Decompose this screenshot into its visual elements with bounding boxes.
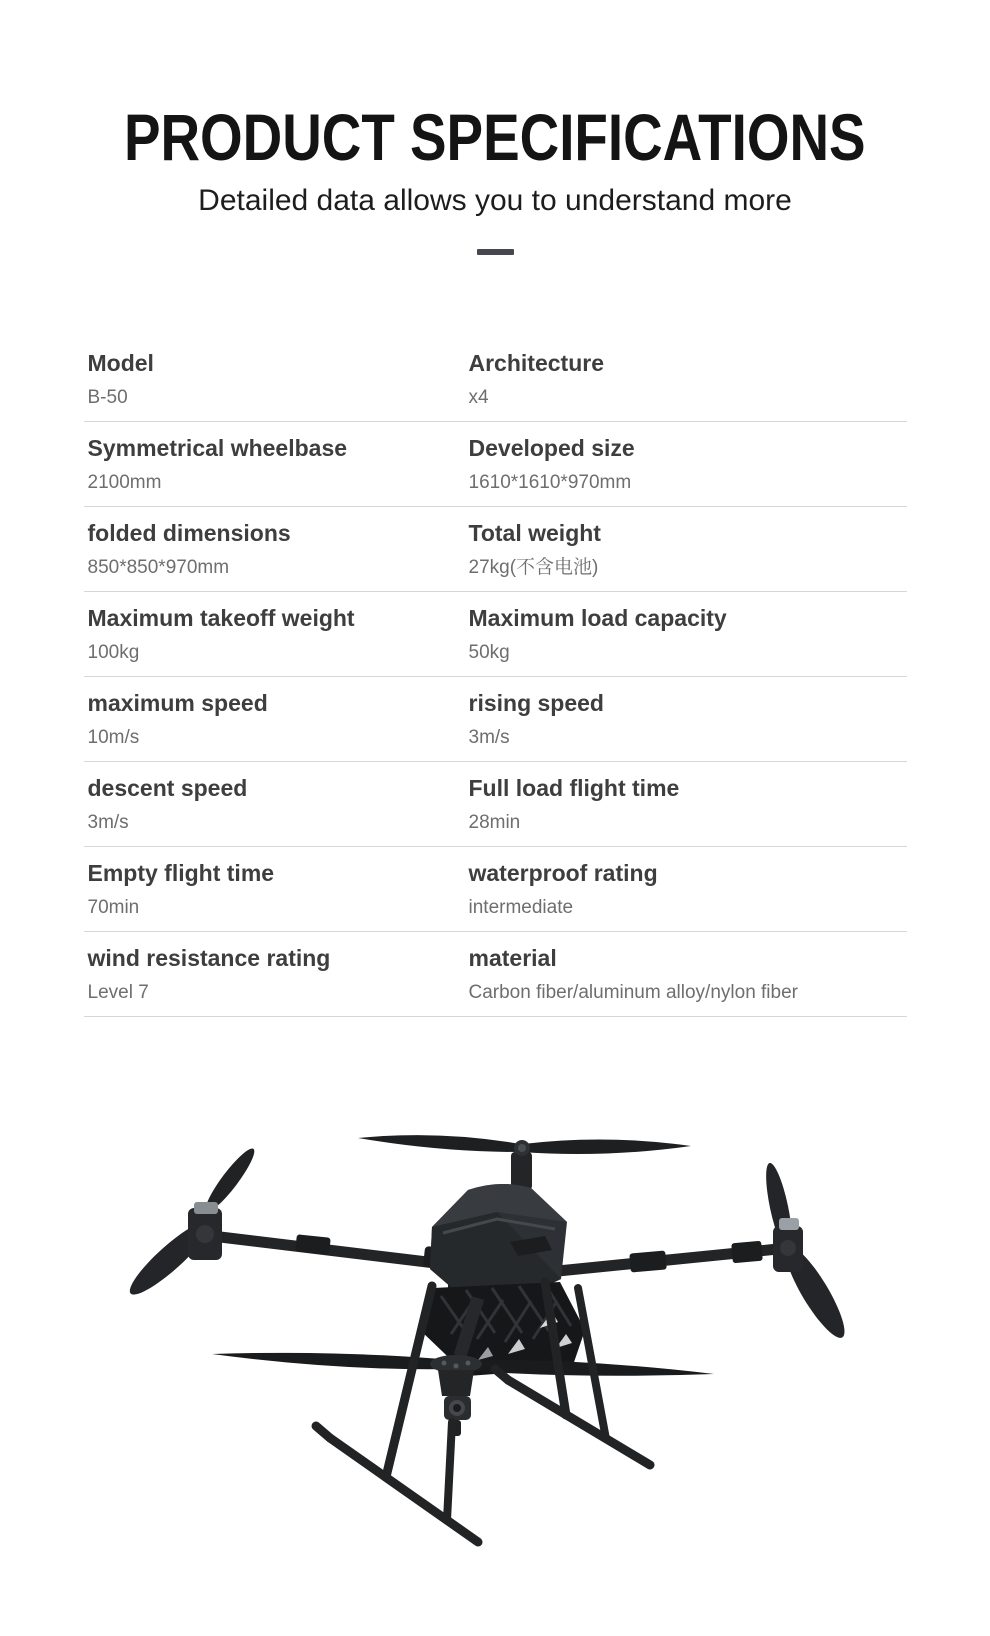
- spec-label: Maximum load capacity: [468, 604, 727, 631]
- spec-label: Model: [87, 349, 154, 376]
- spec-cell: [84, 773, 465, 846]
- spec-cell: [465, 943, 907, 1016]
- page-header: [0, 0, 990, 255]
- spec-row-takeoff: [84, 592, 907, 677]
- left-rotor: [123, 1144, 465, 1302]
- spec-cell: [465, 773, 907, 846]
- spec-value: 2100mm: [87, 471, 162, 493]
- drone-image: [0, 1030, 990, 1600]
- spec-row-model: [84, 337, 907, 422]
- spec-value: 50kg: [468, 641, 510, 663]
- spec-label: rising speed: [468, 689, 604, 716]
- spec-label: maximum speed: [87, 689, 268, 716]
- spec-row-folded: [84, 507, 907, 592]
- spec-value: Level 7: [87, 981, 149, 1003]
- spec-value: 1610*1610*970mm: [468, 471, 632, 493]
- spec-table: [84, 337, 907, 1017]
- spec-label: Empty flight time: [87, 859, 275, 886]
- spec-row-descent: [84, 762, 907, 847]
- divider-dash: [477, 249, 514, 255]
- spec-value: 850*850*970mm: [87, 556, 230, 578]
- spec-cell: [465, 603, 907, 676]
- spec-label: Architecture: [468, 349, 604, 376]
- right-rotor: [548, 1161, 853, 1344]
- spec-value: 28min: [468, 811, 521, 833]
- page-title: PRODUCT SPECIFICATIONS: [124, 100, 866, 174]
- drone-svg: [0, 1030, 990, 1600]
- spec-cell: [84, 943, 465, 1016]
- spec-label: descent speed: [87, 774, 248, 801]
- spec-value: 70min: [87, 896, 140, 918]
- spec-value: 3m/s: [87, 811, 129, 833]
- spec-value: x4: [468, 386, 489, 408]
- spec-row-speed: [84, 677, 907, 762]
- spec-row-wheelbase: [84, 422, 907, 507]
- spec-value: B-50: [87, 386, 128, 408]
- spec-cell: [84, 603, 465, 676]
- spec-value: 27kg(不含电池): [468, 556, 599, 578]
- spec-label: waterproof rating: [468, 859, 658, 886]
- spec-cell: [84, 858, 465, 931]
- spec-cell: [465, 858, 907, 931]
- spec-label: folded dimensions: [87, 519, 291, 546]
- spec-cell: [84, 433, 465, 506]
- spec-row-flighttime: [84, 847, 907, 932]
- spec-label: material: [468, 944, 557, 971]
- spec-cell: [84, 518, 465, 591]
- spec-label: wind resistance rating: [87, 944, 331, 971]
- page-subtitle: Detailed data allows you to understand more: [198, 184, 792, 217]
- spec-cell: [465, 433, 907, 506]
- spec-cell: [84, 688, 465, 761]
- spec-value: 10m/s: [87, 726, 140, 748]
- spec-cell: [465, 518, 907, 591]
- spec-cell: [465, 348, 907, 421]
- spec-cell: [465, 688, 907, 761]
- spec-value: intermediate: [468, 896, 574, 918]
- spec-label: Symmetrical wheelbase: [87, 434, 348, 461]
- spec-label: Developed size: [468, 434, 635, 461]
- spec-value: Carbon fiber/aluminum alloy/nylon fiber: [468, 981, 798, 1003]
- spec-value: 100kg: [87, 641, 140, 663]
- spec-row-wind: [84, 932, 907, 1017]
- spec-cell: [84, 348, 465, 421]
- spec-label: Total weight: [468, 519, 601, 546]
- spec-label: Full load flight time: [468, 774, 680, 801]
- spec-label: Maximum takeoff weight: [87, 604, 355, 631]
- spec-value: 3m/s: [468, 726, 510, 748]
